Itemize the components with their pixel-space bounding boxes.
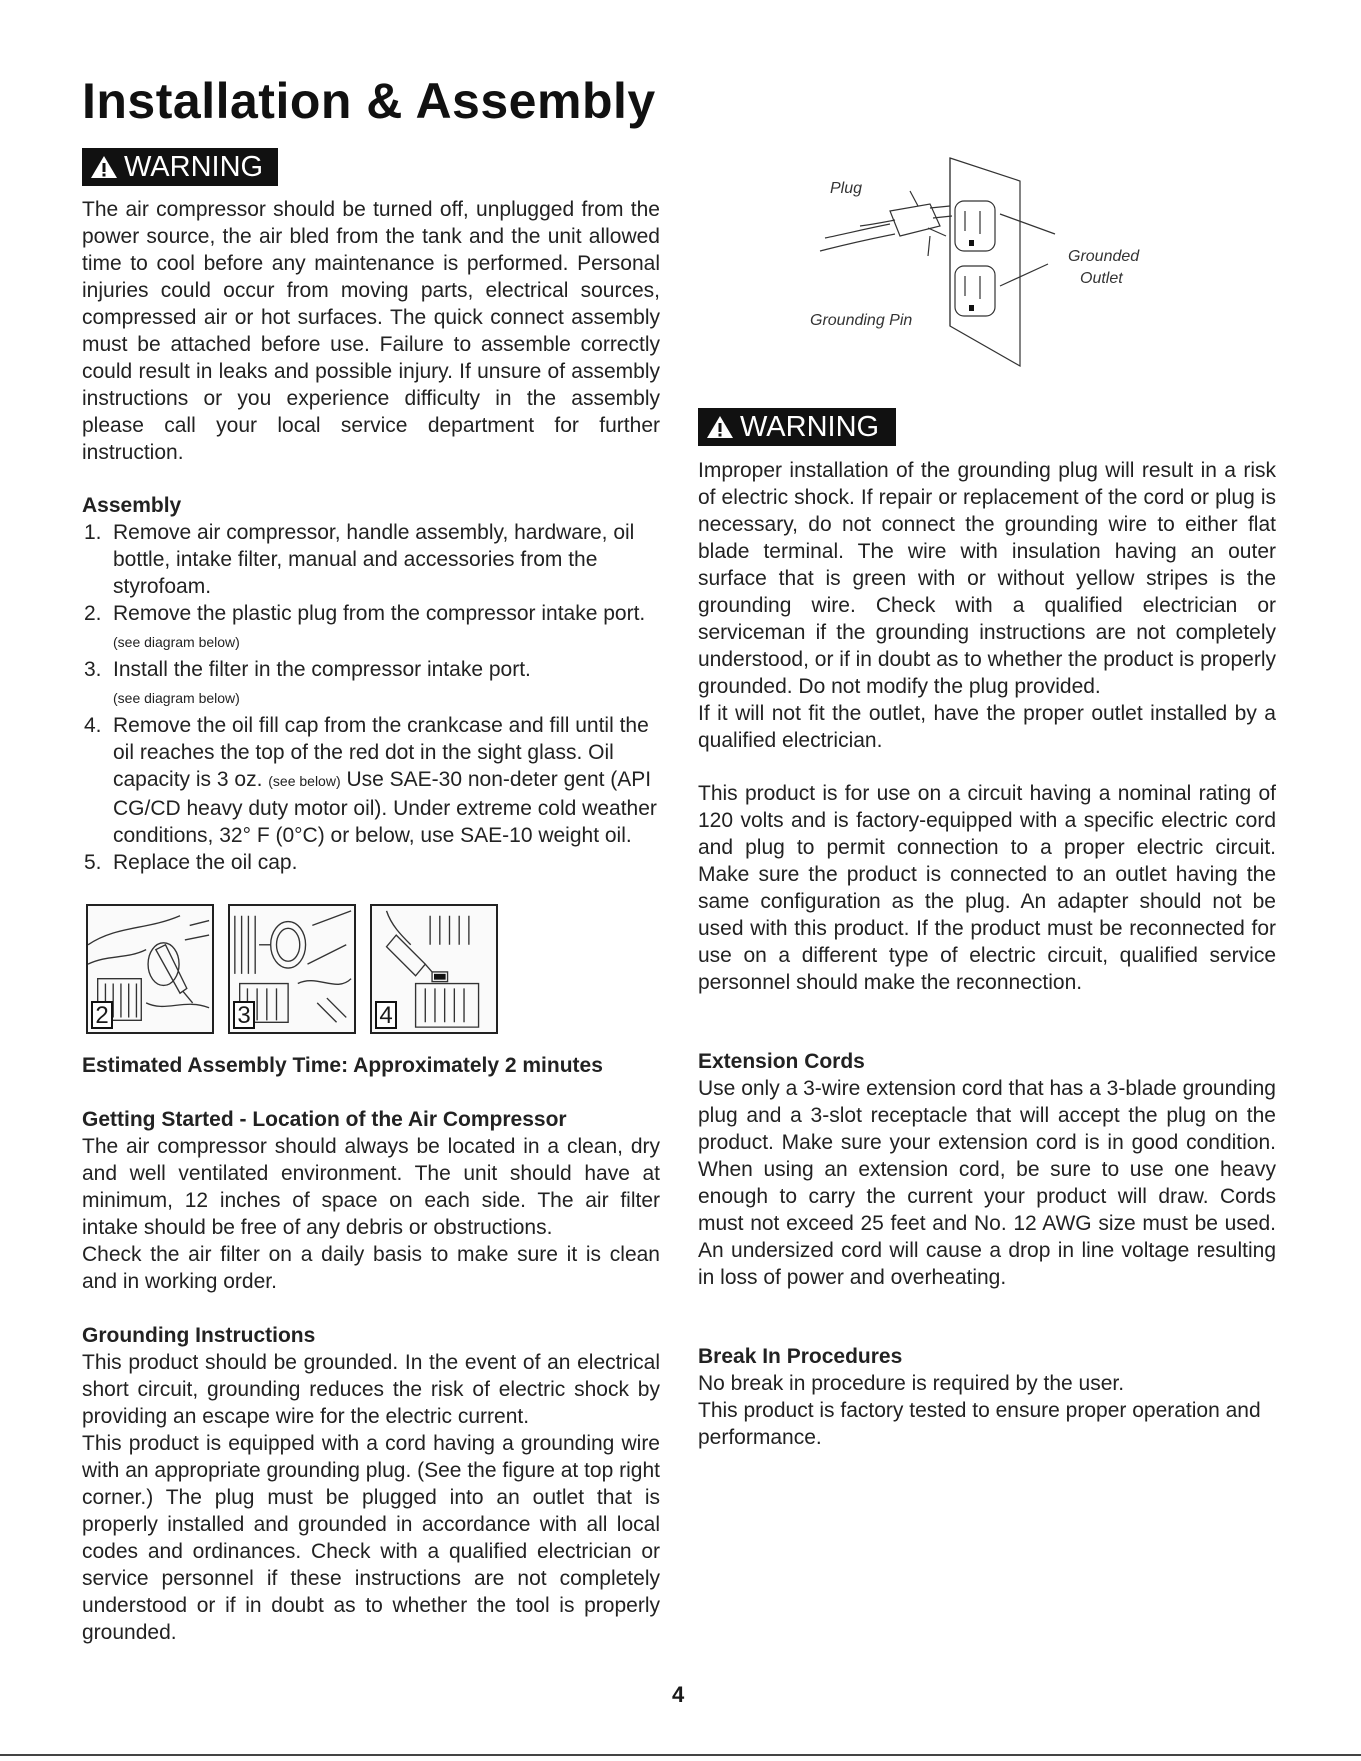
circuit-text: This product is for use on a circuit having a nominal rating of 120 volts and is factory-equipped with a specific electric cord and plug to permit connection to a proper electric circuit. Make sure the product is connected to an outlet having the same configuration as the plug. An adapter should not be used with this product. If the product must be reconnected for use on a different type of electric circuit, qualified service personnel should make the reconnection. — [698, 782, 1276, 994]
see-diagram-note: (see diagram below) — [113, 634, 240, 650]
see-diagram-note: (see diagram below) — [113, 690, 240, 706]
grounding-plug-warning-text: Improper installation of the grounding plug will result in a risk of electric shock. If repair or replacement of the cord or plug is necessary, do not connect the grounding wire to either flat blade terminal. The wire with insulation having an outer surface that is green with or without yellow stripes is the grounding wire. Check with a qualified electrician or serviceman if the grounding instructions are not completely understood, or if in doubt as to whether the product is properly grounded. Do not modify the plug provided. — [698, 459, 1276, 698]
step-4: 4. Remove the oil fill cap from the crankcase and fill until the oil reaches the top of the red dot in the sight glass. Oil capacity is 3 oz. (see below) Use SAE-30 non-deter gent (API CG/CD heavy duty motor oil). Under extreme cold weather conditions, 32° F (0°C) or below, use SAE-10 weight oil. — [84, 714, 657, 847]
warning-label: WARNING — [740, 411, 880, 443]
step-3: 3. Install the filter in the compressor intake port. (see diagram below) — [84, 658, 531, 706]
diagram-label: 2 — [91, 1001, 113, 1029]
page-bottom-rule — [0, 1754, 1361, 1756]
grounded-outlet-label-line2: Outlet — [1080, 270, 1123, 287]
getting-started-heading: Getting Started - Location of the Air Compressor — [82, 1108, 567, 1131]
warning-triangle-icon — [706, 414, 734, 440]
assembly-steps — [82, 519, 660, 876]
diagram-step-4 — [370, 904, 498, 1034]
see-below-note: (see below) — [268, 773, 341, 789]
grounding-text-2: This product is equipped with a cord having a grounding wire with an appropriate grounding plug. (See the figure at top right corner.) The plug must be plugged into an outlet that is properly installed and grounded in accordance with all local codes and ordinances. Check with a qualified electrician or service personnel if these instructions are not completely understood or if in doubt as to whether the tool is properly grounded. — [82, 1432, 660, 1644]
page-number: 4 — [672, 1682, 685, 1707]
getting-started-text-2: Check the air filter on a daily basis to make sure it is clean and in working order. — [82, 1243, 660, 1293]
warning-badge-left — [82, 148, 278, 186]
step-1: 1. Remove air compressor, handle assembly, hardware, oil bottle, intake filter, manual and accessories from the styrofoam. — [84, 521, 635, 598]
getting-started-text: The air compressor should always be located in a clean, dry and well ventilated environment. The unit should have at minimum, 12 inches of space on each side. The air filter intake should be free of any debris or obstructions. — [82, 1135, 660, 1239]
grounded-outlet-label-line1: Grounded — [1068, 248, 1140, 265]
assembly-heading: Assembly — [82, 494, 182, 517]
warning-text: The air compressor should be turned off, unplugged from the power source, the air bled from the tank and the unit allowed time to cool before any maintenance is performed. Personal injuries could occur from moving parts, electrical sources, compressed air or hot surfaces. The quick connect assembly must be attached before use. Failure to assemble correctly could result in leaks and possible injury. If unsure of assembly instructions or you experience difficulty in the assembly please call your local service department for further instruction. — [82, 198, 660, 464]
warning-badge-right — [698, 408, 896, 446]
right-column — [698, 457, 1276, 1451]
left-column — [82, 196, 660, 876]
grounding-pin-label: Grounding Pin — [810, 312, 913, 329]
step-2: 2. Remove the plastic plug from the compressor intake port. (see diagram below) — [84, 602, 646, 650]
assembly-diagrams — [86, 904, 506, 1034]
step-5: 5. Replace the oil cap. — [84, 851, 298, 874]
estimated-time: Estimated Assembly Time: Approximately 2 minutes — [82, 1054, 603, 1077]
break-in-text: No break in procedure is required by the user. — [698, 1372, 1125, 1395]
diagram-step-3 — [228, 904, 356, 1034]
plug-label: Plug — [830, 180, 863, 197]
diagram-label: 3 — [233, 1001, 255, 1029]
warning-label: WARNING — [124, 151, 264, 183]
page-title: Installation & Assembly — [82, 73, 656, 129]
diagram-step-2 — [86, 904, 214, 1034]
grounding-plug-warning-text-2: If it will not fit the outlet, have the proper outlet installed by a qualified electrician. — [698, 702, 1276, 752]
grounding-outlet-figure — [800, 156, 1150, 371]
warning-triangle-icon — [90, 154, 118, 180]
break-in-text-2: This product is factory tested to ensure proper operation and performance. — [698, 1399, 1261, 1449]
left-column-lower — [82, 1052, 660, 1646]
grounding-text: This product should be grounded. In the event of an electrical short circuit, grounding reduces the risk of electric shock by providing an escape wire for the electric current. — [82, 1351, 660, 1428]
extension-cords-heading: Extension Cords — [698, 1050, 865, 1073]
grounding-heading: Grounding Instructions — [82, 1324, 316, 1347]
break-in-heading: Break In Procedures — [698, 1345, 903, 1368]
extension-cords-text: Use only a 3-wire extension cord that has a 3-blade grounding plug and a 3-slot receptacle that will accept the plug on the product. Make sure your extension cord is in good condition. When using an extension cord, be sure to use one heavy enough to carry the current your product will draw. Cords must not exceed 25 feet and No. 12 AWG size must be used. An undersized cord will cause a drop in line voltage resulting in loss of power and overheating. — [698, 1077, 1276, 1289]
diagram-label: 4 — [375, 1001, 397, 1029]
